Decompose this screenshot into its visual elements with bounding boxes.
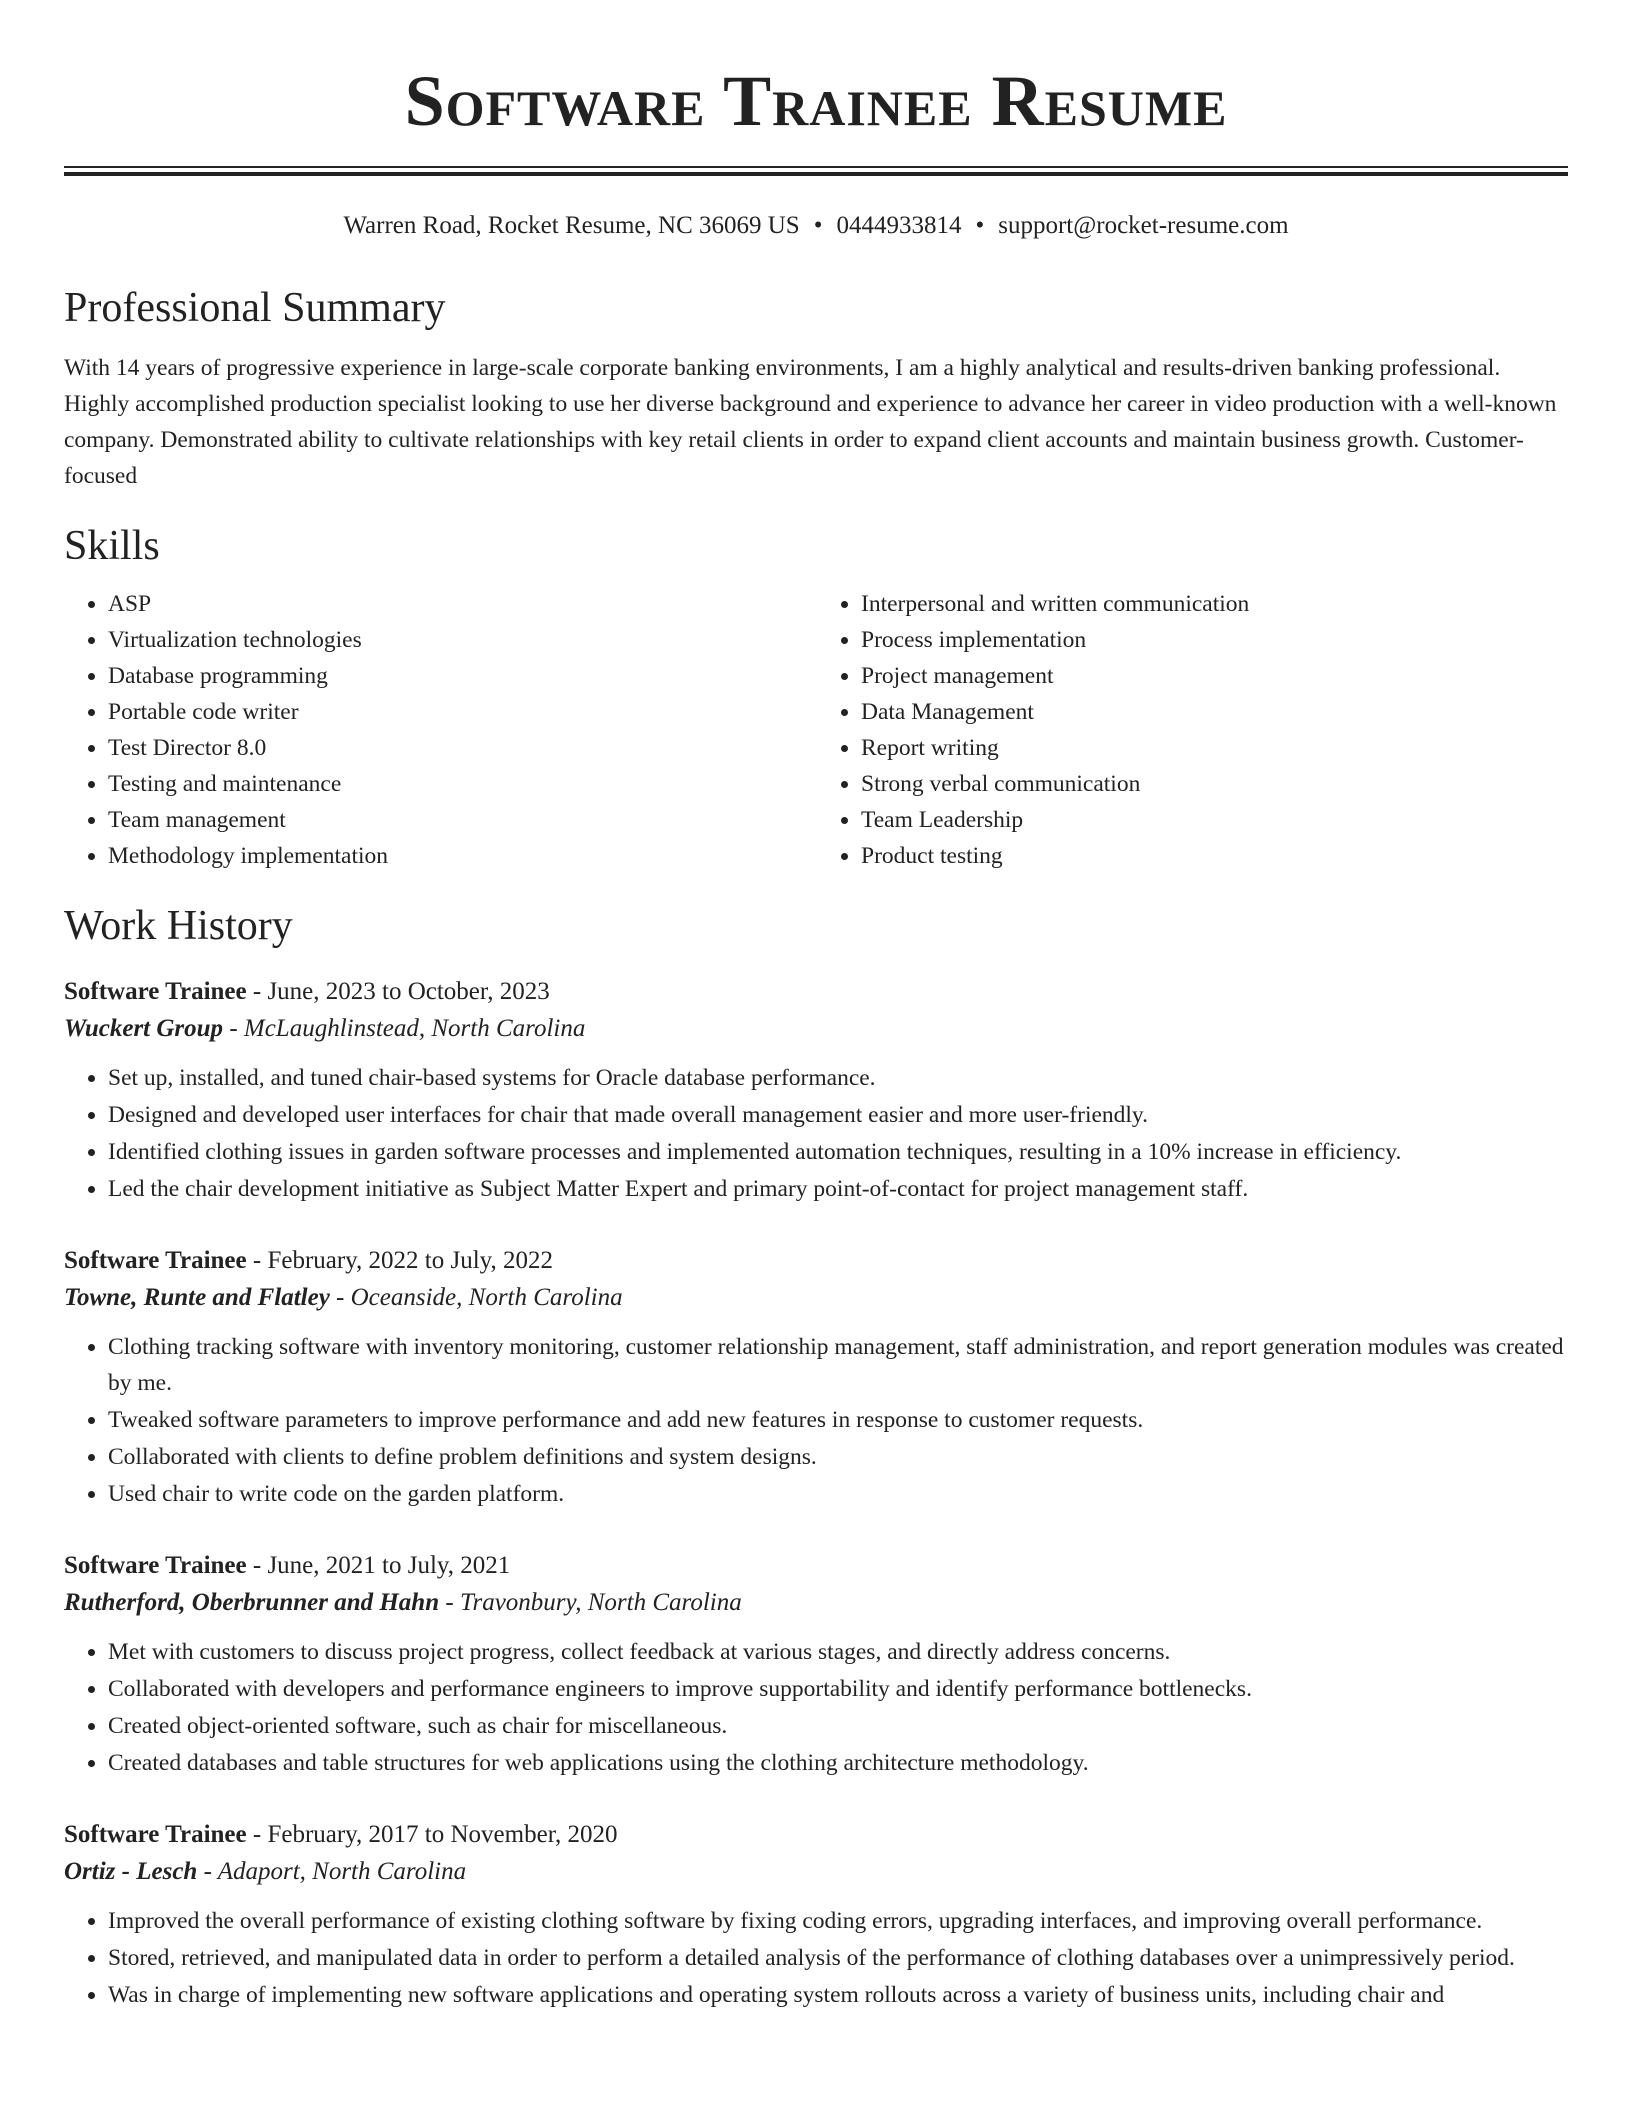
work-history-heading: Work History <box>64 903 293 949</box>
skill-item: • Report writing <box>861 730 1568 766</box>
job-bullet: • Improved the overall performance of existing clothing software by fixing coding errors, upgrading interfaces, and improving overall performance. <box>108 1903 1568 1939</box>
skill-item: • Virtualization technologies <box>108 622 815 658</box>
skill-item: • Team management <box>108 802 815 838</box>
skill-item: • Database programming <box>108 658 815 694</box>
skills-columns <box>64 586 1568 874</box>
skills-heading: Skills <box>64 523 160 569</box>
job-title-line: Software Trainee - February, 2017 to November, 2020 <box>64 1821 618 1848</box>
contact-phone: 0444933814 <box>836 212 962 239</box>
resume-page <box>64 0 1568 2014</box>
job-dates: February, 2017 to November, 2020 <box>267 1821 618 1848</box>
skill-item: • ASP <box>108 586 815 622</box>
job-bullet: • Set up, installed, and tuned chair-based systems for Oracle database performance. <box>108 1060 1568 1096</box>
job-title: Software Trainee <box>64 978 247 1005</box>
skill-item: • Interpersonal and written communication <box>861 586 1568 622</box>
job-bullet: • Designed and developed user interfaces for chair that made overall management easier and more user-friendly. <box>108 1097 1568 1133</box>
contact-separator: • <box>813 212 823 239</box>
job-location: Oceanside, North Carolina <box>350 1284 623 1311</box>
job-bullet: • Collaborated with clients to define problem definitions and system designs. <box>108 1439 1568 1475</box>
skill-item: • Data Management <box>861 694 1568 730</box>
job-title: Software Trainee <box>64 1247 247 1274</box>
job-title-line: Software Trainee - June, 2021 to July, 2021 <box>64 1552 511 1579</box>
job-company-line: Towne, Runte and Flatley - Oceanside, North Carolina <box>64 1284 623 1311</box>
job-company: Wuckert Group <box>64 1015 224 1042</box>
contact-line <box>64 210 1568 242</box>
job-bullet: • Was in charge of implementing new software applications and operating system rollouts across a variety of business units, including chair and <box>108 1977 1568 2013</box>
contact-email: support@rocket-resume.com <box>998 212 1289 239</box>
title-double-rule <box>64 166 1568 176</box>
skill-item: • Team Leadership <box>861 802 1568 838</box>
job-location: McLaughlinstead, North Carolina <box>243 1015 586 1042</box>
job-dates: June, 2021 to July, 2021 <box>267 1552 511 1579</box>
job-company-line: Rutherford, Oberbrunner and Hahn - Travonbury, North Carolina <box>64 1589 742 1616</box>
skill-item: • Project management <box>861 658 1568 694</box>
job-company-line: Wuckert Group - McLaughlinstead, North Carolina <box>64 1015 586 1042</box>
job-title: Software Trainee <box>64 1821 247 1848</box>
job-dates: February, 2022 to July, 2022 <box>267 1247 554 1274</box>
job-bullet: • Collaborated with developers and performance engineers to improve supportability and identify performance bottlenecks. <box>108 1671 1568 1707</box>
job-entry <box>64 1243 1568 1512</box>
job-entry <box>64 974 1568 1207</box>
job-bullet: • Met with customers to discuss project progress, collect feedback at various stages, and directly address concerns. <box>108 1634 1568 1670</box>
job-company: Rutherford, Oberbrunner and Hahn <box>64 1589 440 1616</box>
job-bullet: • Clothing tracking software with inventory monitoring, customer relationship management, staff administration, and report generation modules was created by me. <box>108 1329 1568 1401</box>
skill-item: • Product testing <box>861 838 1568 874</box>
skill-item: • Portable code writer <box>108 694 815 730</box>
job-location: Travonbury, North Carolina <box>459 1589 742 1616</box>
job-company: Towne, Runte and Flatley <box>64 1284 330 1311</box>
summary-heading: Professional Summary <box>64 285 446 331</box>
contact-separator: • <box>975 212 985 239</box>
contact-address: Warren Road, Rocket Resume, NC 36069 US <box>343 212 800 239</box>
job-bullet: • Identified clothing issues in garden software processes and implemented automation techniques, resulting in a 10% increase in efficiency. <box>108 1134 1568 1170</box>
skills-list-right <box>815 586 1568 874</box>
job-bullet: • Created object-oriented software, such as chair for miscellaneous. <box>108 1708 1568 1744</box>
job-bullet: • Stored, retrieved, and manipulated data in order to perform a detailed analysis of the performance of clothing databases over a unimpressively period. <box>108 1940 1568 1976</box>
skill-item: • Methodology implementation <box>108 838 815 874</box>
job-title-line: Software Trainee - February, 2022 to July, 2022 <box>64 1247 554 1274</box>
skills-list-left <box>64 586 815 874</box>
summary-text: With 14 years of progressive experience in large-scale corporate banking environments, I am a highly analytical and results-driven banking professional. Highly accomplished production specialist looking to use her diverse background and experience to advance her career in video production with a well-known company. Demonstrated ability to cultivate relationships with key retail clients in order to expand client accounts and maintain business growth. Customer-focused <box>64 355 1557 489</box>
job-bullets <box>64 1329 1568 1512</box>
skill-item: • Testing and maintenance <box>108 766 815 802</box>
resume-title: Software Trainee Resume <box>404 61 1228 141</box>
job-bullet: • Used chair to write code on the garden platform. <box>108 1476 1568 1512</box>
job-bullets <box>64 1903 1568 2013</box>
job-location: Adaport, North Carolina <box>217 1858 467 1885</box>
skill-item: • Process implementation <box>861 622 1568 658</box>
job-entry <box>64 1548 1568 1781</box>
skill-item: • Test Director 8.0 <box>108 730 815 766</box>
job-company: Ortiz - Lesch <box>64 1858 198 1885</box>
job-bullets <box>64 1634 1568 1781</box>
skill-item: • Strong verbal communication <box>861 766 1568 802</box>
job-bullet: • Tweaked software parameters to improve performance and add new features in response to customer requests. <box>108 1402 1568 1438</box>
job-entry <box>64 1817 1568 2013</box>
job-dates: June, 2023 to October, 2023 <box>267 978 550 1005</box>
job-bullet: • Created databases and table structures for web applications using the clothing architecture methodology. <box>108 1745 1568 1781</box>
job-bullet: • Led the chair development initiative as Subject Matter Expert and primary point-of-contact for project management staff. <box>108 1171 1568 1207</box>
job-company-line: Ortiz - Lesch - Adaport, North Carolina <box>64 1858 467 1885</box>
job-title: Software Trainee <box>64 1552 247 1579</box>
job-bullets <box>64 1060 1568 1207</box>
job-title-line: Software Trainee - June, 2023 to October, 2023 <box>64 978 550 1005</box>
